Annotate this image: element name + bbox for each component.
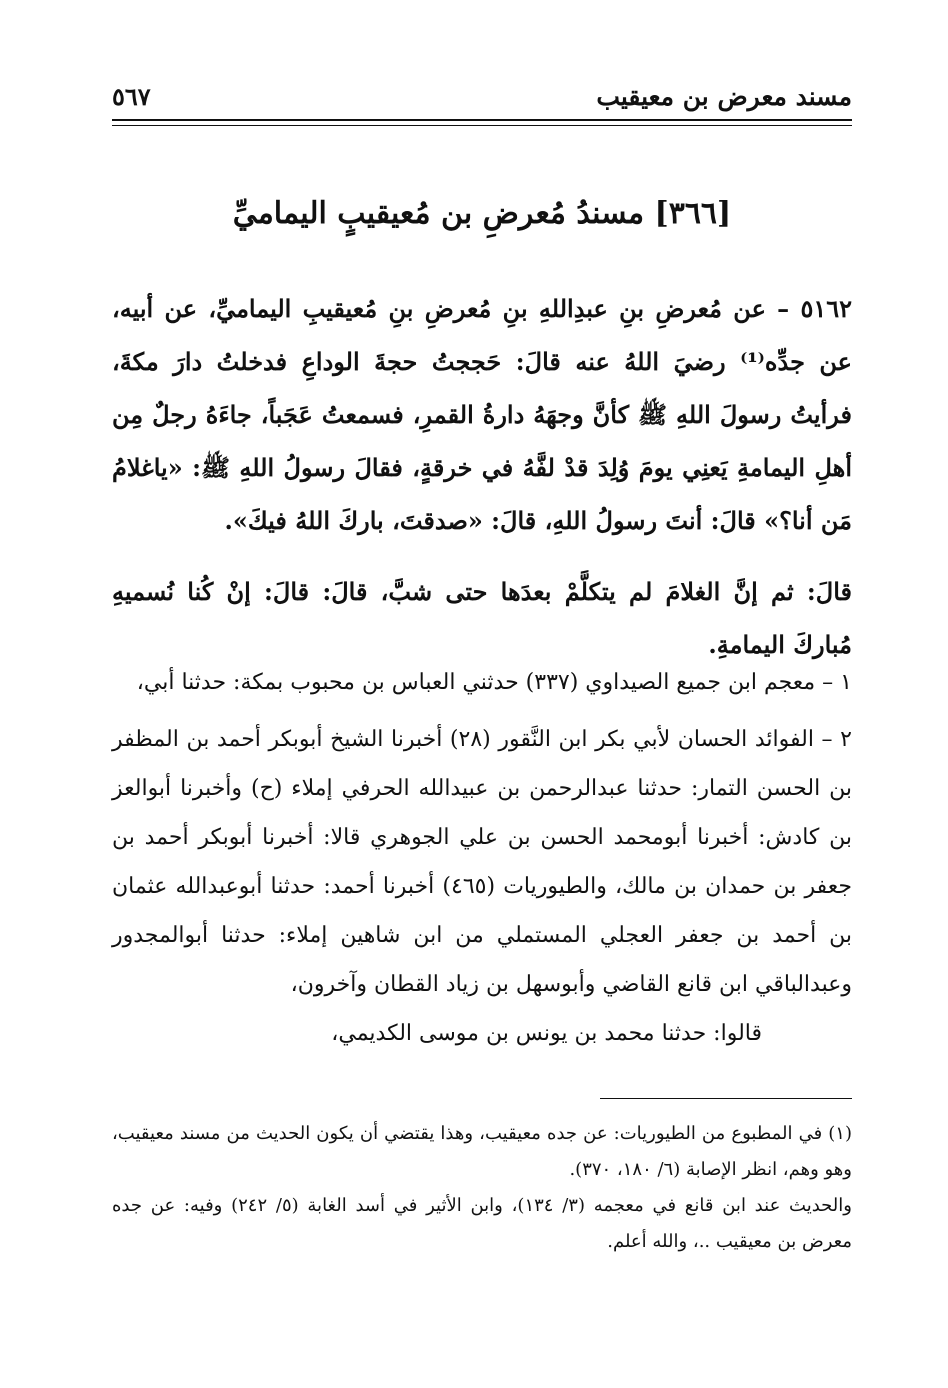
hadith-text <box>112 282 852 671</box>
running-title: مسند معرض بن معيقيب <box>596 82 852 111</box>
hadith-paragraph: ٥١٦٢ – عن مُعرضِ بنِ عبدِاللهِ بنِ مُعرضِ بنِ مُعيقيبِ اليماميِّ، عن أبيه، عن جدِّه⁽¹⁾ رضيَ اللهُ عنه قالَ: حَججتُ حجةَ الوداعِ فدخلتُ دارَ مكةَ، فرأيتُ رسولَ اللهِ ﷺ كأنَّ وجهَهُ دارةُ القمرِ، فسمعتُ عَجَباً، جاءَهُ رجلٌ مِن أهلِ اليمامةِ يَعنِي يومَ وُلِدَ قدْ لفَّهُ في خرقةٍ، فقالَ رسولُ اللهِ ﷺ: «ياغلامُ مَن أنا؟» قالَ: أنتَ رسولُ اللهِ، قالَ: «صدقتَ، باركَ اللهُ فيكَ». <box>112 294 853 535</box>
page-number: ٥٦٧ <box>112 82 151 111</box>
source-item: ١ – معجم ابن جميع الصيداوي (٣٣٧) حدثني العباس بن محبوب بمكة: حدثنا أبي، <box>136 670 852 695</box>
footnote: والحديث عند ابن قانع في معجمه (٣/ ١٣٤)، وابن الأثير في أسد الغابة (٥/ ٢٤٢) وفيه: عن جده معرض بن معيقيب ..، والله أعلم. <box>112 1195 852 1252</box>
footnote: (١) في المطبوع من الطيوريات: عن جده معيقيب، وهذا يقتضي أن يكون الحديث من مسند معيقيب، وهو وهم، انظر الإصابة (٦/ ١٨٠، ٣٧٠). <box>112 1123 852 1180</box>
header-rule-thick <box>112 119 852 121</box>
section-title: [٣٦٦] مسندُ مُعرضِ بن مُعيقيبٍ اليماميِّ <box>232 196 732 231</box>
page-header <box>112 82 852 118</box>
hadith-paragraph: قالَ: ثم إنَّ الغلامَ لم يتكلَّمْ بعدَها حتى شبَّ، قالَ: قالَ: إنْ كُنا نُسميهِ مُباركَ اليمامةِ. <box>112 577 852 659</box>
footnote-separator <box>600 1098 852 1099</box>
takhrij-sources <box>112 658 852 1058</box>
source-item: ٢ – الفوائد الحسان لأبي بكر ابن النَّقور (٢٨) أخبرنا الشيخ أبوبكر أحمد بن المظفر بن الحسن التمار: حدثنا عبدالرحمن بن عبيدالله الحرفي إملاء (ح) وأخبرنا أبوالعز بن كادش: أخبرنا أبومحمد الحسن بن علي الجوهري قالا: أخبرنا أبوبكر أحمد بن جعفر بن حمدان بن مالك، والطيوريات (٤٦٥) أخبرنا أحمد: حدثنا أبوعبدالله عثمان بن أحمد بن جعفر العجلي المستملي من ابن شاهين إملاء: حدثنا أبوالمجدور وعبدالباقي ابن قانع القاضي وأبوسهل بن زياد القطان وآخرون، <box>112 727 852 997</box>
header-rule-thin <box>112 125 852 126</box>
source-item: قالوا: حدثنا محمد بن يونس بن موسى الكديمي، <box>331 1021 762 1046</box>
footnotes <box>112 1116 852 1260</box>
